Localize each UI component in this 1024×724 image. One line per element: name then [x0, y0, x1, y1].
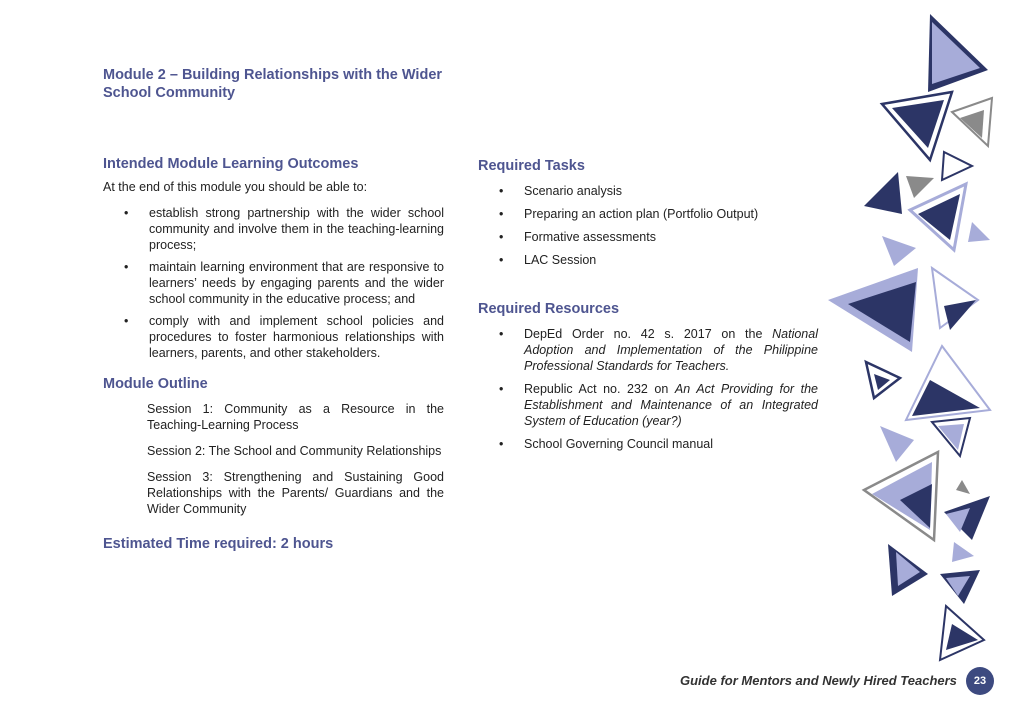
outline-session: Session 1: Community as a Resource in the Teaching-Learning Process: [147, 402, 444, 432]
list-item: [478, 326, 818, 374]
list-item: [478, 252, 818, 268]
outline-session: Session 3: Strengthening and Sustaining Good Relationships with the Parents/ Guardians and the Wider Community: [147, 470, 444, 516]
list-item: [103, 259, 444, 307]
page-number-badge: 23: [966, 667, 994, 695]
bullet-icon: •: [499, 184, 504, 198]
bullet-icon: •: [124, 260, 129, 274]
list-item: [478, 183, 818, 199]
triangle-shape: [952, 542, 974, 562]
module-title: Module 2 – Building Relationships with the Wider School Community: [103, 67, 443, 101]
list-item: [478, 229, 818, 245]
bullet-icon: •: [499, 327, 504, 341]
left-column: [103, 155, 444, 553]
outcomes-heading: Intended Module Learning Outcomes: [103, 156, 359, 172]
bullet-icon: •: [499, 207, 504, 221]
triangle-shape: [906, 176, 934, 198]
task-text: LAC Session: [524, 253, 597, 267]
list-item: [478, 436, 818, 452]
list-item: [103, 205, 444, 253]
bullet-icon: •: [499, 230, 504, 244]
bullet-icon: •: [499, 437, 504, 451]
resource-text: School Governing Council manual: [524, 437, 713, 451]
list-item: [103, 313, 444, 361]
task-text: Scenario analysis: [524, 184, 622, 198]
triangle-shape: [918, 194, 960, 240]
triangle-shape: [968, 222, 990, 242]
outcomes-intro: At the end of this module you should be able to:: [103, 180, 368, 194]
triangle-shape: [880, 426, 914, 462]
outcome-text: comply with and implement school policies and procedures to foster harmonious relationships with learners, parents, and other stakeholders.: [149, 314, 444, 360]
right-column: [478, 157, 818, 458]
resources-heading: Required Resources: [478, 301, 620, 317]
footer-title: Guide for Mentors and Newly Hired Teachers: [680, 673, 957, 688]
triangle-shape: [946, 624, 978, 650]
bullet-icon: •: [124, 314, 129, 328]
decorative-triangles: [820, 0, 1024, 724]
estimated-time: Estimated Time required: 2 hours: [103, 536, 334, 552]
bullet-icon: •: [499, 253, 504, 267]
resource-title: National Adoption and Implementation of the Philippine Professional Standards for Teachers.: [524, 327, 818, 373]
resource-text: DepEd Order no. 42 s. 2017 on the: [524, 327, 773, 341]
triangle-shape: [944, 300, 976, 330]
tasks-list: [478, 183, 818, 268]
triangle-shape: [864, 172, 902, 214]
triangle-shape: [956, 480, 970, 494]
triangle-shape: [882, 236, 916, 266]
outcomes-list: [103, 205, 444, 361]
task-text: Formative assessments: [524, 230, 656, 244]
list-item: [478, 206, 818, 222]
list-item: [478, 381, 818, 429]
triangle-shape: [942, 152, 972, 180]
outline-heading: Module Outline: [103, 376, 208, 392]
resource-title: An Act Providing for the Establishment and Maintenance of an Integrated System of Education (year?): [524, 382, 818, 428]
task-text: Preparing an action plan (Portfolio Output): [524, 207, 759, 221]
tasks-heading: Required Tasks: [478, 158, 585, 174]
outcome-text: maintain learning environment that are responsive to learners’ needs by engaging parents and the wider school community in the educative process; and: [149, 260, 444, 306]
bullet-icon: •: [124, 206, 129, 220]
resource-text: Republic Act no. 232 on: [524, 382, 675, 396]
resources-list: [478, 326, 818, 452]
outcome-text: establish strong partnership with the wider school community and involve them in the teaching-learning process;: [149, 206, 444, 252]
bullet-icon: •: [499, 382, 504, 396]
outline-session: Session 2: The School and Community Relationships: [147, 444, 442, 458]
